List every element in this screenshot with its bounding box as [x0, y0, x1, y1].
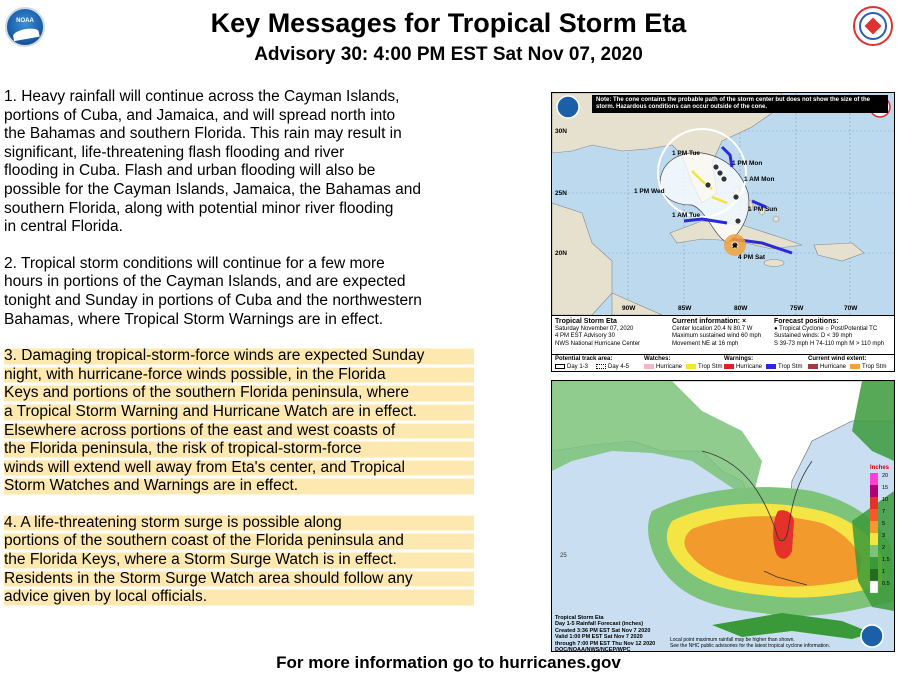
- tropstm-watch-swatch: [686, 364, 696, 369]
- message-line: a Tropical Storm Warning and Hurricane Watch are in effect.: [4, 403, 474, 422]
- scale-label: 1: [882, 569, 886, 575]
- key-message-1: [4, 88, 474, 237]
- track-label: 1 PM Sun: [748, 206, 778, 213]
- rain-color-scale: [870, 473, 878, 593]
- track-label: 1 AM Mon: [744, 176, 775, 183]
- scale-label: 3: [882, 533, 886, 539]
- credit-line: Valid 1:00 PM EST Sat Nov 7 2020: [555, 634, 643, 641]
- message-line: southern Florida, along with potential minor river flooding: [4, 199, 394, 217]
- legend-watch-hurricane: [644, 364, 682, 371]
- message-line: tonight and Sunday in portions of Cuba and the northwestern: [4, 291, 422, 309]
- lat-label: 20N: [555, 250, 567, 257]
- lon-label: 90W: [622, 305, 636, 312]
- lon-label: 75W: [790, 305, 804, 312]
- scale-label: 0.5: [882, 581, 890, 587]
- noaa-logo-text: NOAA: [16, 18, 34, 24]
- legend-wind-hurricane: [808, 364, 846, 371]
- message-line: in central Florida.: [4, 218, 123, 236]
- tropstm-warning-swatch: [766, 364, 776, 369]
- legend-warnings: Warnings:: [724, 356, 754, 362]
- message-line: night, with hurricane-force winds possible, in the Florida: [4, 366, 474, 385]
- message-line: significant, life-threatening flash flooding and river: [4, 143, 345, 161]
- cone-note: Note: The cone contains the probable path of the storm center but does not show the size of the storm. Hazardous conditions can occur outside of the cone.: [592, 95, 888, 113]
- legend-warning-tropstm: [766, 364, 802, 371]
- day45-swatch: [596, 364, 606, 369]
- storm-advisory: 4 PM EST Advisory 30: [555, 333, 615, 340]
- credit-line: Tropical Storm Eta: [555, 615, 604, 621]
- noaa-mini-logo: [861, 625, 883, 647]
- footer-info-link[interactable]: For more information go to hurricanes.gov: [276, 653, 621, 672]
- advisory-subtitle: Advisory 30: 4:00 PM EST Sat Nov 07, 2020: [254, 44, 643, 65]
- cone-legend: [552, 354, 894, 372]
- storm-center: NWS National Hurricane Center: [555, 340, 641, 347]
- hurricane-warning-swatch: [724, 364, 734, 369]
- hurricane-watch-swatch: [644, 364, 654, 369]
- lat-label: 25N: [555, 190, 567, 197]
- message-line: 3. Damaging tropical-storm-force winds are expected Sunday: [4, 347, 474, 366]
- key-messages: [4, 88, 474, 625]
- legend-day45: [596, 364, 629, 371]
- scale-label: 1.5: [882, 557, 890, 563]
- lat-label: 30N: [555, 128, 567, 135]
- tropstm-label: Trop Stm: [862, 364, 887, 371]
- scale-label: 2: [882, 545, 886, 551]
- scale-label: 15: [882, 485, 889, 491]
- message-line: possible for the Cayman Islands, Jamaica, the Bahamas and: [4, 180, 422, 198]
- message-line: portions of the southern coast of the Florida peninsula and: [4, 532, 474, 551]
- forecast-positions: [774, 318, 884, 348]
- lat-label: 25: [560, 553, 567, 559]
- forecast-line: Sustained winds: D < 39 mph: [774, 333, 853, 340]
- hurricane-label: Hurricane: [656, 364, 683, 371]
- legend-watch-tropstm: [686, 364, 722, 371]
- legend-warning-hurricane: [724, 364, 762, 371]
- key-message-2: [4, 255, 474, 329]
- lon-label: 85W: [678, 305, 692, 312]
- current-information: [672, 318, 761, 348]
- message-line: 4. A life-threatening storm surge is possible along: [4, 514, 474, 533]
- message-line: 1. Heavy rainfall will continue across the Cayman Islands,: [4, 88, 400, 105]
- forecast-line: ● Tropical Cyclone ○ Post/Potential TC: [774, 326, 878, 333]
- note-line: See the NHC public advisories for the latest tropical cyclone information.: [670, 643, 831, 649]
- key-message-4: [4, 514, 474, 607]
- credit-line: through 7:00 PM EST Thu Nov 12 2020: [555, 640, 656, 647]
- current-info-line: Movement NE at 16 mph: [672, 340, 739, 347]
- cone-map: [552, 93, 894, 315]
- message-line: winds will extend well away from Eta's center, and Tropical: [4, 459, 474, 478]
- cone-info-box: [552, 315, 894, 371]
- rainfall-forecast-graphic: [551, 380, 895, 652]
- scale-label: 5: [882, 521, 886, 527]
- message-line: portions of Cuba, and Jamaica, and will spread north into: [4, 106, 396, 124]
- day13-swatch: [555, 364, 565, 369]
- message-line: flooding in Cuba. Flash and urban flooding will also be: [4, 162, 376, 180]
- rain-note: [670, 637, 830, 649]
- legend-track-area: Potential track area:: [555, 356, 613, 362]
- tropstm-label: Trop Stm: [698, 364, 723, 371]
- track-label: 1 AM Tue: [672, 212, 701, 219]
- page-title: Key Messages for Tropical Storm Eta: [210, 8, 687, 38]
- track-label: 1 PM Wed: [634, 188, 665, 195]
- legend-watches: Watches:: [644, 356, 671, 362]
- note-line: Local point maximum rainfall may be higher than shown.: [670, 637, 795, 643]
- message-line: the Florida peninsula, the risk of tropical-storm-force: [4, 440, 474, 459]
- credit-line: Created 3:36 PM EST Sat Nov 7 2020: [555, 627, 651, 634]
- legend-wind-tropstm: [850, 364, 886, 371]
- hurricane-label: Hurricane: [820, 364, 847, 371]
- lon-label: 80W: [734, 305, 748, 312]
- hurricane-wind-swatch: [808, 364, 818, 369]
- message-line: the Bahamas and southern Florida. This rain may result in: [4, 125, 402, 143]
- tropstm-wind-swatch: [850, 364, 860, 369]
- scale-label: 20: [882, 473, 889, 479]
- track-label: 1 PM Tue: [672, 150, 701, 157]
- track-label: 1 PM Mon: [732, 160, 763, 167]
- storm-info: [555, 318, 640, 348]
- message-line: Keys and portions of the southern Florida peninsula, where: [4, 384, 474, 403]
- message-line: Elsewhere across portions of the east and west coasts of: [4, 422, 474, 441]
- credit-line: Day 1-5 Rainfall Forecast (inches): [555, 621, 644, 628]
- forecast-cone-graphic: [551, 92, 895, 372]
- forecast-line: S 39-73 mph H 74-110 mph M > 110 mph: [774, 340, 885, 347]
- noaa-mini-logo: [557, 96, 579, 118]
- storm-name: Tropical Storm Eta: [555, 318, 617, 325]
- message-line: 2. Tropical storm conditions will continue for a few more: [4, 254, 385, 272]
- message-line: Residents in the Storm Surge Watch area should follow any: [4, 570, 474, 589]
- current-info-line: Maximum sustained wind 60 mph: [672, 333, 762, 340]
- hurricane-label: Hurricane: [736, 364, 763, 371]
- message-line: Bahamas, where Tropical Storm Warnings are in effect.: [4, 310, 384, 328]
- message-line: Storm Watches and Warnings are in effect.: [4, 477, 474, 496]
- rain-band-10in: [773, 510, 794, 558]
- current-position-icon: ×: [732, 241, 738, 251]
- message-line: hours in portions of the Cayman Islands, and are expected: [4, 273, 406, 291]
- credit-line: DOC/NOAA/NWS/NCEP/WPC: [555, 647, 631, 652]
- legend-day13: [555, 364, 588, 371]
- forecast-title: Forecast positions:: [774, 318, 839, 325]
- track-label: 4 PM Sat: [738, 254, 766, 261]
- legend-day13-label: Day 1-3: [567, 364, 589, 371]
- rain-credit: [555, 615, 655, 652]
- message-line: the Florida Keys, where a Storm Surge Watch is in effect.: [4, 551, 474, 570]
- tropstm-label: Trop Stm: [778, 364, 803, 371]
- jamaica: [764, 260, 784, 267]
- legend-wind-extent: Current wind extent:: [808, 356, 867, 362]
- lon-label: 70W: [844, 305, 858, 312]
- message-line: advice given by local officials.: [4, 588, 474, 607]
- key-message-3: [4, 347, 474, 496]
- rainfall-map: [552, 381, 894, 651]
- legend-day45-label: Day 4-5: [608, 364, 630, 371]
- rain-scale-title: Inches: [870, 465, 890, 471]
- storm-date: Saturday November 07, 2020: [555, 326, 634, 333]
- current-info-line: Center location 20.4 N 80.7 W: [672, 326, 753, 333]
- current-info-title: Current information: ×: [672, 318, 747, 325]
- scale-label: 7: [882, 509, 886, 515]
- scale-label: 10: [882, 497, 889, 503]
